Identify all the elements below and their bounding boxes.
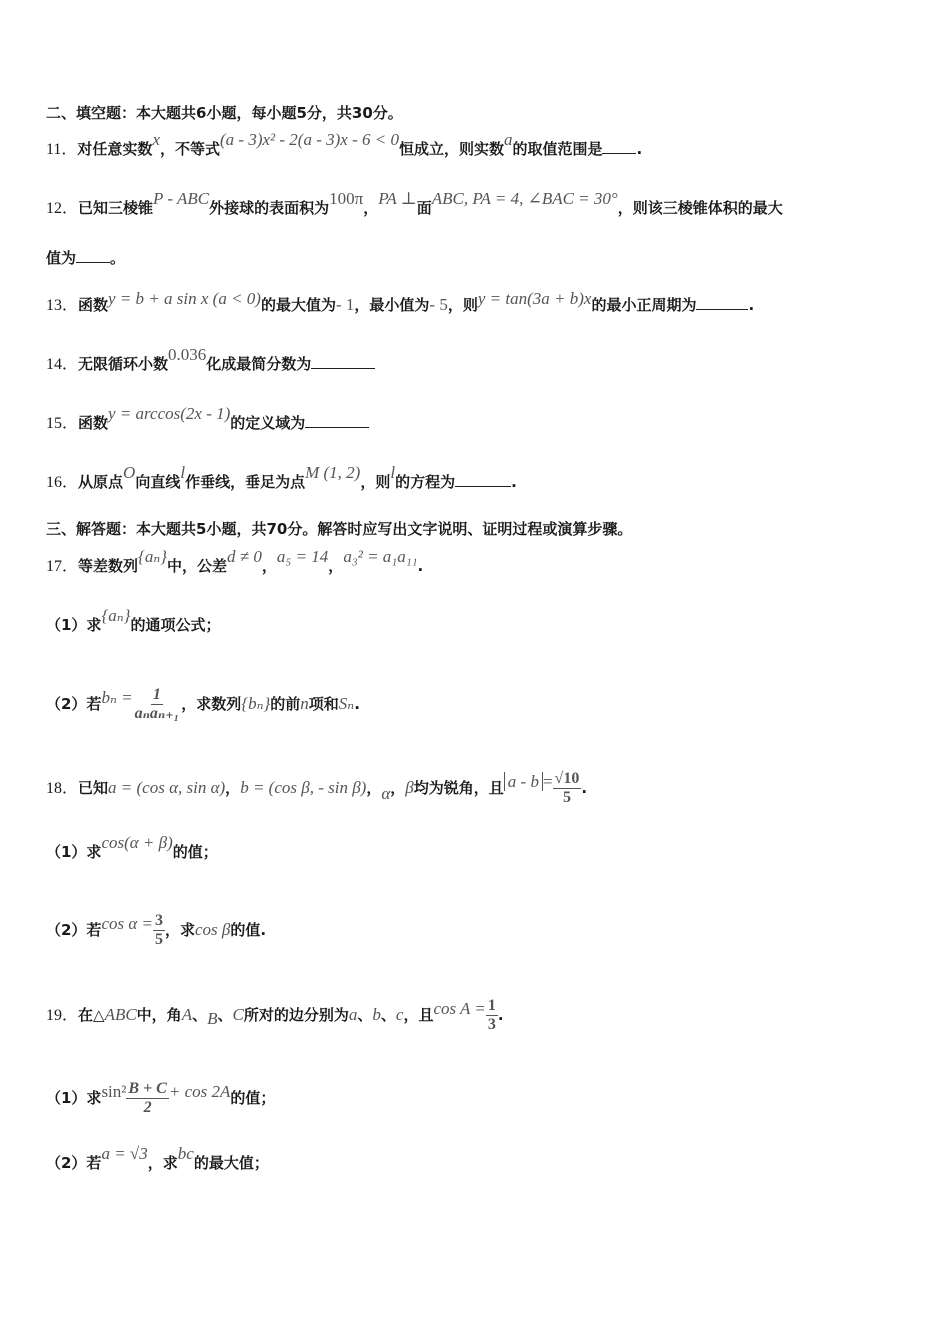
part-label: （2）若 xyxy=(46,695,102,713)
question-19 xyxy=(46,997,504,1034)
question-number: 19． xyxy=(46,1007,79,1024)
text: 所对的边分别为 xyxy=(243,1006,349,1024)
text: 的方程为 xyxy=(395,473,456,491)
text: 的值； xyxy=(230,1089,276,1107)
math-expr: 100π xyxy=(329,189,364,208)
part-label: （2）若 xyxy=(46,1154,102,1172)
fraction-numerator: B + C xyxy=(128,1080,167,1097)
question-17-part-1 xyxy=(46,606,221,635)
part-label: （1）求 xyxy=(46,1089,102,1107)
question-17 xyxy=(46,547,424,577)
math-expr: y = arccos(2x - 1) xyxy=(108,404,231,423)
text: . xyxy=(636,140,643,158)
text: 化成最简分数为 xyxy=(206,355,312,373)
question-17-part-2 xyxy=(46,686,360,723)
text: 在△ xyxy=(78,1006,105,1024)
math-expr: a₅ = 14 xyxy=(276,547,329,566)
text: . xyxy=(581,779,588,797)
math-var: a xyxy=(348,1005,358,1024)
fraction-denominator: 5 xyxy=(562,789,571,806)
text: 的值. xyxy=(230,921,267,939)
math-var: B xyxy=(207,1009,218,1028)
text: . xyxy=(748,296,755,314)
math-fraction xyxy=(153,912,165,949)
math-expr: y = b + a sin x (a < 0) xyxy=(108,289,261,308)
text: ，最小值为 xyxy=(354,296,430,314)
text: ， xyxy=(363,199,379,217)
text: 、 xyxy=(217,1006,233,1024)
math-expr: a₃² = a₁a₁₁ xyxy=(343,547,418,566)
math-var: x xyxy=(152,130,160,149)
math-expr: cos(α + β) xyxy=(101,833,173,852)
question-12 xyxy=(46,189,783,219)
math-value: - 1 xyxy=(335,295,355,314)
text: . xyxy=(497,1006,504,1024)
text: 外接球的表面积为 xyxy=(209,199,330,217)
question-number: 14． xyxy=(46,356,79,373)
text: 、 xyxy=(192,1006,208,1024)
math-fraction xyxy=(133,686,182,723)
math-seq: {aₙ} xyxy=(101,606,131,625)
text: 的最大值为 xyxy=(260,296,336,314)
math-fraction xyxy=(486,997,498,1034)
math-seq: {bₙ} xyxy=(241,694,271,713)
text: 中，角 xyxy=(136,1006,182,1024)
math-var: ABC xyxy=(104,1005,137,1024)
math-op: = xyxy=(542,772,553,791)
text: 恒成立，则实数 xyxy=(398,140,504,158)
question-12-cont xyxy=(46,248,125,268)
question-number: 12． xyxy=(46,200,79,217)
math-expr: cos A = xyxy=(433,999,486,1018)
text: 已知 xyxy=(78,779,109,797)
text: ， xyxy=(366,779,382,797)
math-value: - 5 xyxy=(429,295,448,314)
text: ， xyxy=(328,557,344,575)
question-19-part-1 xyxy=(46,1080,275,1117)
text: ，且 xyxy=(403,1006,434,1024)
math-expr: cos β xyxy=(195,920,231,939)
question-number: 13． xyxy=(46,297,79,314)
text: 值为 xyxy=(46,249,77,267)
math-vector: a = (cos α, sin α) xyxy=(108,778,226,797)
text: ，则该三棱锥体积的最大 xyxy=(617,199,783,217)
answer-blank xyxy=(455,472,511,487)
math-var: l xyxy=(390,463,396,482)
text: 函数 xyxy=(78,414,109,432)
text: 已知三棱锥 xyxy=(78,199,154,217)
question-number: 15． xyxy=(46,415,79,432)
math-fraction xyxy=(126,1080,168,1117)
math-decimal: 0.036 xyxy=(168,345,207,364)
math-seq: {aₙ} xyxy=(138,547,168,566)
question-19-part-2 xyxy=(46,1144,269,1173)
math-var: a xyxy=(503,130,513,149)
math-var: c xyxy=(395,1005,404,1024)
text: 函数 xyxy=(78,296,109,314)
text: 、 xyxy=(357,1006,373,1024)
math-vector: b = (cos β, - sin β) xyxy=(240,778,367,797)
text: 向直线 xyxy=(135,473,181,491)
math-var: C xyxy=(232,1005,244,1024)
text: 的值； xyxy=(172,843,218,861)
text: 的前 xyxy=(270,695,301,713)
text: 的最大值； xyxy=(193,1154,269,1172)
part-label: （1）求 xyxy=(46,843,102,861)
solve-section-heading: 三、解答题：本大题共5小题，共70分。解答时应写出文字说明、证明过程或演算步骤。 xyxy=(46,520,633,538)
fill-section-heading: 二、填空题：本大题共6小题，每小题5分，共30分。 xyxy=(46,104,403,122)
text: 均为锐角，且 xyxy=(413,779,504,797)
math-expr: bₙ = xyxy=(101,688,133,707)
answer-blank xyxy=(602,139,636,154)
fraction-numerator: 1 xyxy=(487,997,496,1014)
text: ， xyxy=(390,779,406,797)
question-16 xyxy=(46,463,517,493)
text: . xyxy=(417,557,424,575)
text: 的通项公式； xyxy=(130,616,221,634)
part-label: （2）若 xyxy=(46,921,102,939)
text: 的最小正周期为 xyxy=(591,296,697,314)
math-expr: ABC, PA = 4, ∠BAC = 30° xyxy=(431,189,618,208)
math-expr: P - ABC xyxy=(153,189,210,208)
math-expr: + cos 2A xyxy=(168,1082,231,1101)
math-expr: a = √3 xyxy=(101,1144,148,1163)
text: ，则 xyxy=(360,473,391,491)
part-label: （1）求 xyxy=(46,616,102,634)
math-abs: a - b xyxy=(504,772,543,791)
fraction-numerator: 3 xyxy=(155,912,163,929)
math-var: l xyxy=(180,463,186,482)
text: ， xyxy=(261,557,277,575)
fraction-denominator: 2 xyxy=(143,1099,152,1116)
math-var: n xyxy=(300,694,309,713)
math-fraction xyxy=(553,770,582,807)
math-expr: bc xyxy=(177,1144,194,1163)
fraction-denominator: 5 xyxy=(155,931,163,948)
math-expr: y = tan(3a + b)x xyxy=(477,289,592,308)
question-18-part-2 xyxy=(46,912,266,949)
text: ，则 xyxy=(447,296,478,314)
text: 、 xyxy=(380,1006,396,1024)
answer-blank xyxy=(696,295,748,310)
text: 无限循环小数 xyxy=(78,355,169,373)
answer-blank xyxy=(76,248,110,263)
text: 项和 xyxy=(308,695,339,713)
question-14 xyxy=(46,345,375,375)
text: . xyxy=(354,695,360,713)
text: 的定义域为 xyxy=(230,414,306,432)
text: 从原点 xyxy=(78,473,124,491)
text: ， xyxy=(225,779,241,797)
math-var: A xyxy=(181,1005,193,1024)
question-number: 11． xyxy=(46,141,78,158)
question-number: 18． xyxy=(46,780,79,797)
math-expr: PA ⊥ xyxy=(378,189,417,208)
math-var: β xyxy=(405,778,414,797)
text: 面 xyxy=(416,199,432,217)
text: 的取值范围是 xyxy=(512,140,603,158)
question-11 xyxy=(46,130,643,160)
math-expr: d ≠ 0 xyxy=(227,547,262,566)
answer-blank xyxy=(305,413,369,428)
math-expr: sin² xyxy=(101,1082,127,1101)
answer-blank xyxy=(311,354,375,369)
text: ，求 xyxy=(147,1154,178,1172)
text: 等差数列 xyxy=(78,557,139,575)
text: 。 xyxy=(110,249,126,267)
text: 对任意实数 xyxy=(77,140,153,158)
question-18-part-1 xyxy=(46,833,218,862)
text: 中，公差 xyxy=(167,557,228,575)
fraction-numerator: 1 xyxy=(152,686,161,703)
fraction-denominator: 3 xyxy=(487,1016,496,1033)
math-var: Sₙ xyxy=(338,694,355,713)
text: ，不等式 xyxy=(159,140,220,158)
text: ，求 xyxy=(165,921,196,939)
math-inequality: (a - 3)x² - 2(a - 3)x - 6 < 0 xyxy=(220,130,399,149)
math-var: α xyxy=(381,784,391,803)
fraction-denominator: aₙaₙ₊₁ xyxy=(134,705,180,722)
question-number: 16． xyxy=(46,474,79,491)
fraction-numerator: √10 xyxy=(554,770,580,787)
math-expr: M (1, 2) xyxy=(305,463,361,482)
question-15 xyxy=(46,404,369,434)
math-var: O xyxy=(123,463,136,482)
question-number: 17． xyxy=(46,558,79,575)
question-18 xyxy=(46,770,587,807)
question-13 xyxy=(46,289,755,316)
text: ，求数列 xyxy=(181,695,242,713)
text: 作垂线，垂足为点 xyxy=(185,473,306,491)
math-expr: cos α = xyxy=(101,914,153,933)
text: . xyxy=(511,473,517,491)
math-var: b xyxy=(372,1005,381,1024)
